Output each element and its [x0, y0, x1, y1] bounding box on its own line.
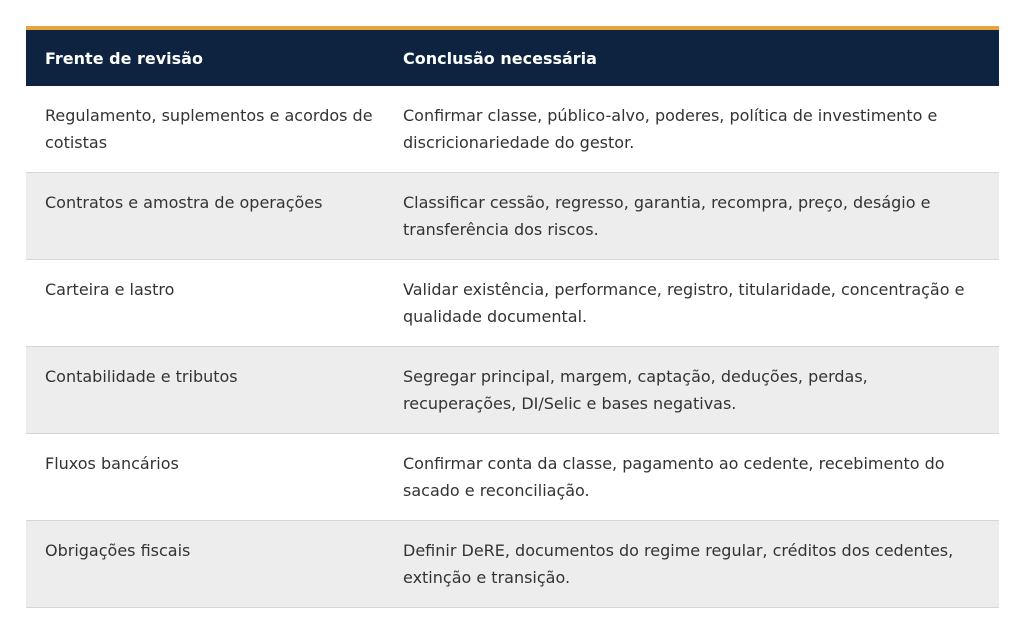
row-conclusion: Classificar cessão, regresso, garantia, recompra, preço, deságio e transferência dos riscos.	[403, 193, 931, 239]
row-front: Fluxos bancários	[45, 454, 179, 473]
table-row	[26, 434, 999, 521]
table-header	[26, 30, 999, 86]
table-row	[26, 347, 999, 434]
header-front: Frente de revisão	[45, 48, 203, 68]
table-row	[26, 260, 999, 347]
table-row	[26, 173, 999, 260]
row-conclusion: Segregar principal, margem, captação, deduções, perdas, recuperações, DI/Selic e bases negativas.	[403, 367, 868, 413]
row-front: Carteira e lastro	[45, 280, 175, 299]
row-front: Obrigações fiscais	[45, 541, 191, 560]
row-conclusion: Confirmar conta da classe, pagamento ao cedente, recebimento do sacado e reconciliação.	[403, 454, 945, 500]
review-table	[26, 26, 999, 608]
row-conclusion: Confirmar classe, público-alvo, poderes, política de investimento e discricionariedade do gestor.	[403, 106, 938, 152]
row-conclusion: Definir DeRE, documentos do regime regular, créditos dos cedentes, extinção e transição.	[403, 541, 954, 587]
row-front: Regulamento, suplementos e acordos de cotistas	[45, 106, 373, 152]
header-conclusion: Conclusão necessária	[403, 48, 597, 68]
table-row	[26, 86, 999, 173]
table-row	[26, 521, 999, 608]
row-front: Contabilidade e tributos	[45, 367, 238, 386]
row-conclusion: Validar existência, performance, registro, titularidade, concentração e qualidade documental.	[403, 280, 965, 326]
row-front: Contratos e amostra de operações	[45, 193, 323, 212]
